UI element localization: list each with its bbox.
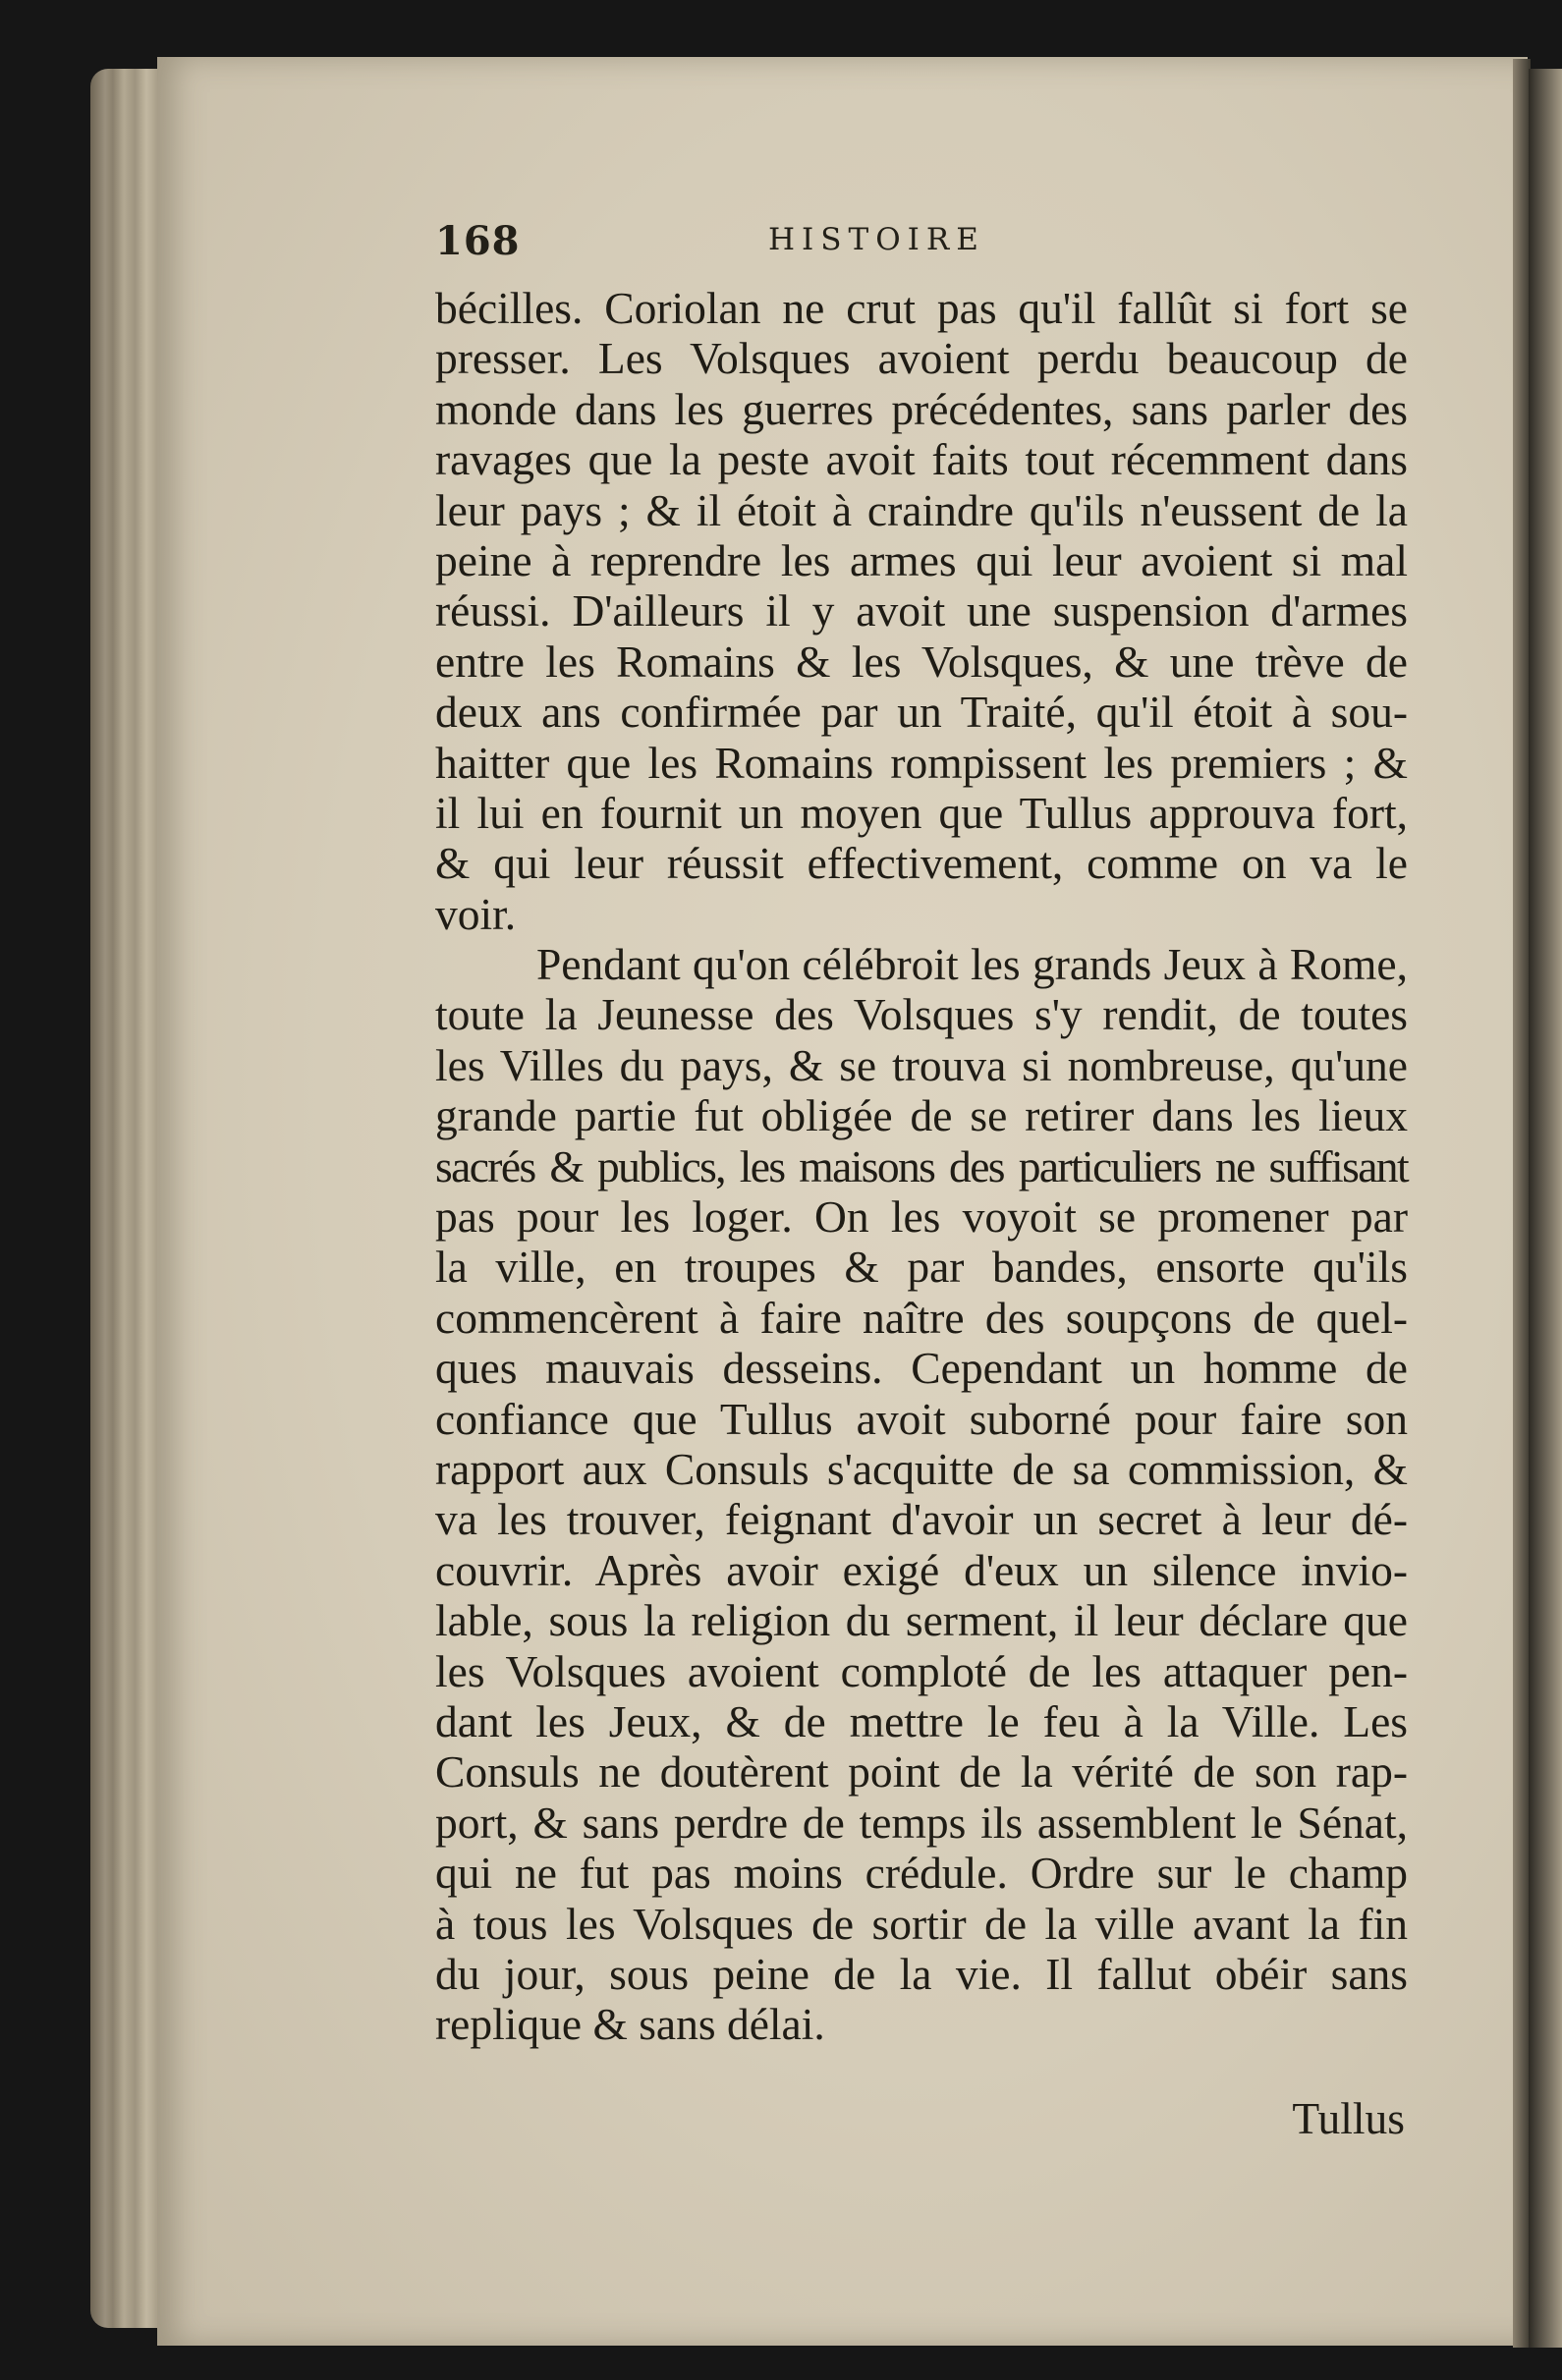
text-line: voir. <box>435 888 517 939</box>
body-text <box>435 283 1408 2050</box>
text-line: ques mauvais desseins. Cependant un homme de <box>435 1343 1408 1394</box>
text-line: monde dans les guerres précédentes, sans parler des <box>435 383 1408 434</box>
text-line: à tous les Volsques de sortir de la ville avant la fin <box>435 1898 1408 1949</box>
text-line: peine à reprendre les armes qui leur avoient si mal <box>435 534 1408 585</box>
text-line: Consuls ne doutèrent point de la vérité de son rap- <box>435 1746 1408 1798</box>
text-line: commencèrent à faire naître des soupçons de quel- <box>435 1292 1408 1343</box>
paragraph-start-line: Pendant qu'on célébroit les grands Jeux à Rome, <box>536 939 1408 990</box>
text-line: haitter que les Romains rompissent les premiers ; & <box>435 737 1408 788</box>
text-line: sacrés & publics, les maisons des particuliers ne suffisant <box>435 1140 1408 1191</box>
text-line: les Villes du pays, & se trouva si nombreuse, qu'une <box>435 1039 1408 1090</box>
text-line: replique & sans délai. <box>435 1999 825 2050</box>
text-line: grande partie fut obligée de se retirer dans les lieux <box>435 1090 1408 1141</box>
running-title: HISTOIRE <box>768 222 985 257</box>
text-line: bécilles. Coriolan ne crut pas qu'il fallût si fort se <box>435 283 1408 333</box>
text-line: confiance que Tullus avoit suborné pour faire son <box>435 1393 1408 1444</box>
running-head <box>0 218 1562 277</box>
adjacent-page-edge <box>1529 69 1562 2348</box>
text-line: il lui en fournit un moyen que Tullus approuva fort, <box>435 787 1408 838</box>
text-line: ravages que la peste avoit faits tout récemment dans <box>435 434 1408 485</box>
catchword: Tullus <box>1292 2093 1405 2143</box>
text-line: couvrir. Après avoir exigé d'eux un silence invio- <box>435 1544 1408 1595</box>
text-line: deux ans confirmée par un Traité, qu'il étoit à sou- <box>435 687 1408 738</box>
text-line: va les trouver, feignant d'avoir un secret à leur dé- <box>435 1494 1408 1545</box>
text-line: réussi. D'ailleurs il y avoit une suspension d'armes <box>435 585 1408 637</box>
text-line: & qui leur réussit effectivement, comme on va le <box>435 838 1408 889</box>
page-number: 168 <box>435 218 521 264</box>
text-line: qui ne fut pas moins crédule. Ordre sur le champ <box>435 1848 1408 1899</box>
text-line: pas pour les loger. On les voyoit se promener par <box>435 1191 1408 1243</box>
text-line: leur pays ; & il étoit à craindre qu'ils n'eussent de la <box>435 484 1408 535</box>
text-line: rapport aux Consuls s'acquitte de sa commission, & <box>435 1443 1408 1494</box>
text-line: port, & sans perdre de temps ils assemblent le Sénat, <box>435 1797 1408 1848</box>
text-line: dant les Jeux, & de mettre le feu à la Ville. Les <box>435 1695 1408 1746</box>
text-line: entre les Romains & les Volsques, & une trève de <box>435 636 1408 687</box>
text-line: les Volsques avoient comploté de les attaquer pen- <box>435 1645 1408 1696</box>
text-line: toute la Jeunesse des Volsques s'y rendit, de toutes <box>435 989 1408 1040</box>
text-line: presser. Les Volsques avoient perdu beaucoup de <box>435 333 1408 384</box>
text-line: la ville, en troupes & par bandes, ensorte qu'ils <box>435 1242 1408 1293</box>
text-line: du jour, sous peine de la vie. Il fallut obéir sans <box>435 1948 1408 1999</box>
text-line: lable, sous la religion du serment, il leur déclare que <box>435 1595 1408 1646</box>
